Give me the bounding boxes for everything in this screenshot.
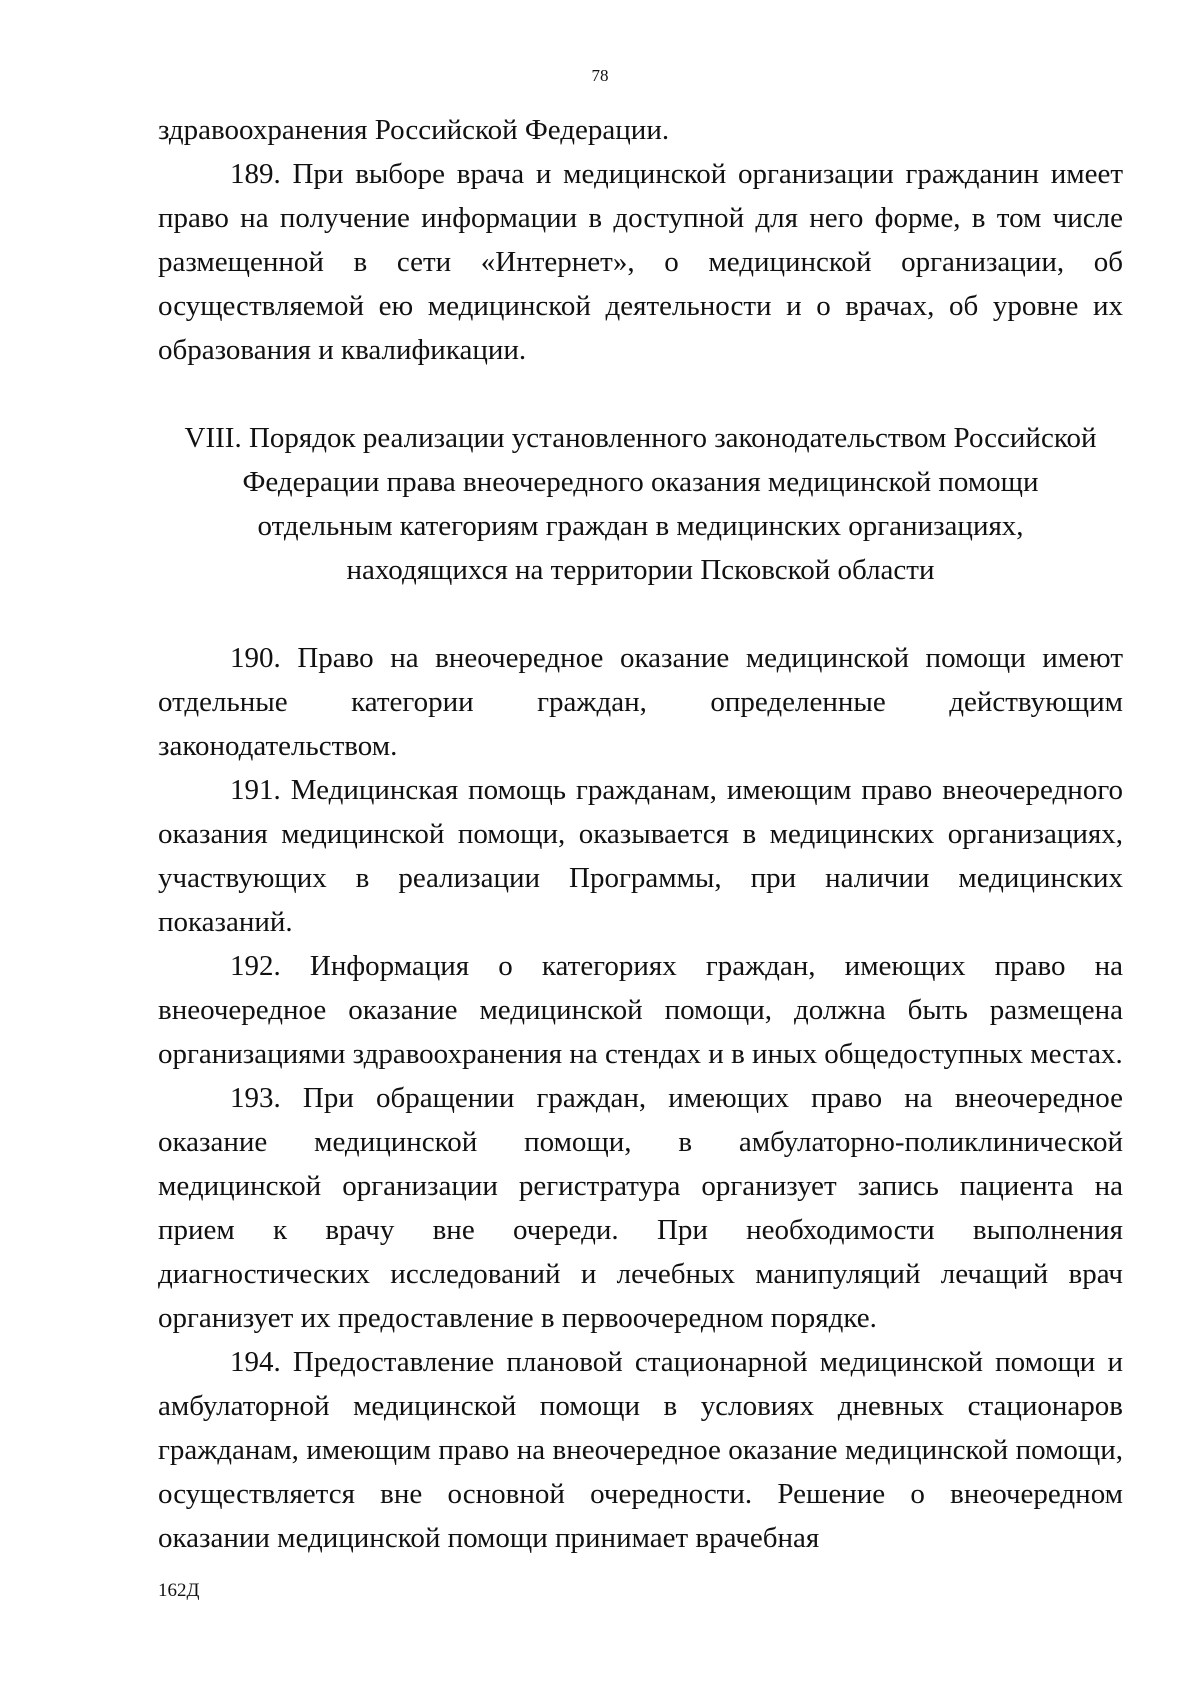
section-heading [158, 416, 1123, 592]
paragraph-191: 191. Медицинская помощь гражданам, имеющим право внеочередного оказания медицинской помощи, оказывается в медицинских организациях, участвующих в реализации Программы, при наличии медицинских показаний. [158, 774, 1123, 938]
continuation-text: здравоохранения Российской Федерации. [158, 114, 670, 146]
paragraph-190: 190. Право на внеочередное оказание медицинской помощи имеют отдельные категории граждан, определенные действующим законодательством. [158, 642, 1123, 762]
section-heading-line: Федерации права внеочередного оказания медицинской помощи [242, 466, 1039, 498]
page-number: 78 [591, 66, 609, 85]
document-body [158, 108, 1123, 1560]
paragraph-193: 193. При обращении граждан, имеющих право на внеочередное оказание медицинской помощи, в амбулаторно-поликлинической медицинской организации регистратура организует запись пациента на прием к врачу вне очереди. При необходимости выполнения диагностических исследований и лечебных манипуляций лечащий врач организует их предоставление в первоочередном порядке. [158, 1082, 1123, 1334]
section-heading-line: VIII. Порядок реализации установленного законодательством Российской [184, 422, 1097, 454]
footer-document-code: 162Д [158, 1580, 200, 1601]
paragraph-192: 192. Информация о категориях граждан, имеющих право на внеочередное оказание медицинской помощи, должна быть размещена организациями здравоохранения на стендах и в иных общедоступных местах. [158, 950, 1123, 1070]
paragraph-189: 189. При выборе врача и медицинской организации гражданин имеет право на получение информации в доступной для него форме, в том числе размещенной в сети «Интернет», о медицинской организации, об осуществляемой ею медицинской деятельности и о врачах, об уровне их образования и квалификации. [158, 158, 1123, 366]
paragraph-194: 194. Предоставление плановой стационарной медицинской помощи и амбулаторной медицинской помощи в условиях дневных стационаров гражданам, имеющим право на внеочередное оказание медицинской помощи, осуществляется вне основной очередности. Решение о внеочередном оказании медицинской помощи принимает врачебная [158, 1346, 1123, 1554]
section-heading-line: находящихся на территории Псковской области [346, 554, 935, 586]
section-heading-line: отдельным категориям граждан в медицинских организациях, [257, 510, 1024, 542]
